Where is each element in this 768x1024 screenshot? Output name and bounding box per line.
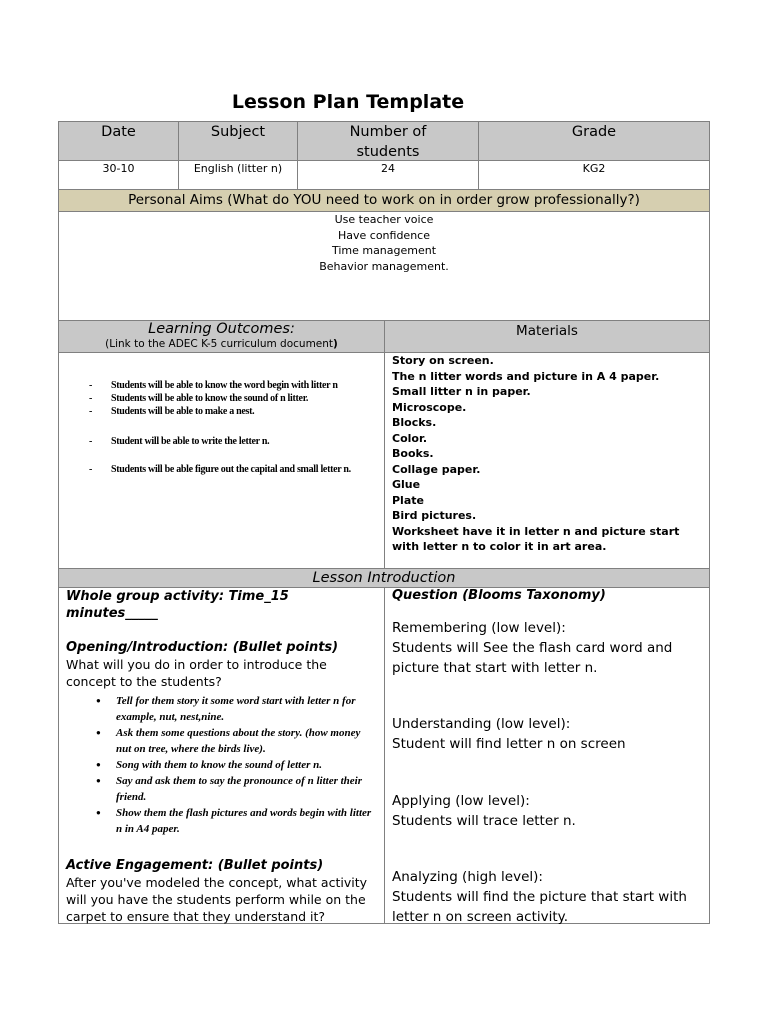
material-item: Collage paper. — [392, 462, 481, 476]
applying-text: Students will trace letter n. — [392, 813, 576, 829]
aim-item: Have confidence — [337, 228, 430, 242]
outcome-item: - Students will be able to make a nest. — [59, 405, 384, 418]
number-value-cell — [297, 160, 479, 190]
outcome-item: - Student will be able to write the letter n. — [59, 435, 384, 448]
opening-item: ● Song with them to know the sound of letter n. — [66, 757, 376, 773]
outcome-item: - Students will be able to know the sound of n litter. — [59, 392, 384, 405]
materials-heading-text: Materials — [516, 323, 578, 339]
material-item: The n litter words and picture in A 4 paper. — [392, 369, 660, 383]
learning-outcomes-subheading — [59, 338, 384, 351]
grade-header-label: Grade — [571, 124, 617, 140]
personal-aims-heading-text: Personal Aims (What do YOU need to work on in order grow professionally?) — [128, 192, 640, 208]
number-value: 24 — [381, 162, 395, 175]
applying-label: Applying (low level): — [392, 793, 530, 809]
curriculum-link-paren: ) — [333, 338, 338, 350]
material-item: Blocks. — [392, 416, 437, 429]
analyzing-text: Students will find the picture that start with letter n on screen activity. — [392, 889, 687, 925]
date-value-cell — [58, 160, 179, 190]
personal-aims-heading — [58, 189, 710, 212]
material-item: Story on screen. — [392, 354, 494, 367]
learning-outcomes-title: Learning Outcomes: — [148, 321, 295, 337]
learning-outcomes-body — [58, 352, 385, 569]
material-item: Bird pictures. — [392, 509, 477, 522]
understanding-label: Understanding (low level): — [392, 716, 571, 732]
material-item: Glue — [392, 478, 421, 491]
blooms-questions-cell — [384, 587, 710, 924]
material-item: Plate — [392, 493, 424, 507]
active-engagement-label: Active Engagement: (Bullet points) — [66, 858, 324, 873]
aim-item: Behavior management. — [319, 259, 449, 273]
analyzing-label: Analyzing (high level): — [392, 869, 543, 885]
whole-group-activity-cell — [58, 587, 385, 924]
grade-value-cell — [478, 160, 710, 190]
grade-header — [478, 121, 710, 161]
number-header-label: Number of students — [349, 124, 427, 160]
remembering-text: Students will See the flash card word and picture that start with letter n. — [392, 640, 673, 676]
date-header — [58, 121, 179, 161]
grade-value: KG2 — [582, 162, 606, 175]
personal-aims-body — [58, 211, 710, 321]
remembering-label: Remembering (low level): — [392, 620, 566, 636]
opening-item: ● Tell for them story it some word start with letter n for example, nut, nest,nine. — [66, 693, 376, 725]
subject-header — [178, 121, 298, 161]
subject-header-label: Subject — [210, 124, 266, 140]
active-engagement-prompt: After you've modeled the concept, what activity will you have the students perform while on the carpet to ensure that they understand it? — [66, 875, 368, 924]
whole-group-activity: Whole group activity: Time_15 minutes_____ — [66, 589, 289, 621]
subject-value: English (litter n) — [193, 162, 283, 175]
outcome-item: - Students will be able to know the word begin with litter n — [59, 379, 384, 392]
opening-label: Opening/Introduction: (Bullet points) — [66, 640, 339, 655]
question-heading: Question (Blooms Taxonomy) — [392, 588, 606, 603]
learning-outcomes-heading — [58, 320, 385, 353]
material-item: Small litter n in paper. — [392, 385, 531, 398]
curriculum-link-text: (Link to the ADEC K-5 curriculum document — [105, 338, 334, 350]
material-item: Color. — [392, 431, 427, 445]
opening-item: ● Ask them some questions about the story. (how money nut on tree, where the birds live). — [66, 725, 376, 757]
subject-value-cell — [178, 160, 298, 190]
date-header-label: Date — [101, 124, 136, 140]
page-title: Lesson Plan Template — [231, 91, 465, 113]
number-of-students-header — [297, 121, 479, 161]
materials-body — [384, 352, 710, 569]
material-item: Worksheet have it in letter n and picture start with letter n to color it in art area. — [392, 524, 680, 553]
lesson-introduction-heading-text: Lesson Introduction — [312, 570, 456, 586]
outcome-item: - Students will be able figure out the capital and small letter n. — [59, 463, 384, 476]
aim-item: Time management — [331, 244, 437, 257]
material-item: Books. — [392, 447, 434, 460]
aim-item: Use teacher voice — [334, 213, 434, 226]
opening-item: ● Say and ask them to say the pronounce of n litter their friend. — [66, 773, 376, 805]
material-item: Microscope. — [392, 400, 467, 414]
understanding-text: Student will find letter n on screen — [392, 736, 626, 752]
opening-prompt: What will you do in order to introduce the concept to the students? — [66, 657, 327, 689]
lesson-introduction-heading — [58, 568, 710, 588]
date-value: 30-10 — [102, 162, 135, 175]
opening-item: ● Show them the flash pictures and words begin with litter n in A4 paper. — [66, 805, 376, 837]
materials-heading — [384, 320, 710, 353]
